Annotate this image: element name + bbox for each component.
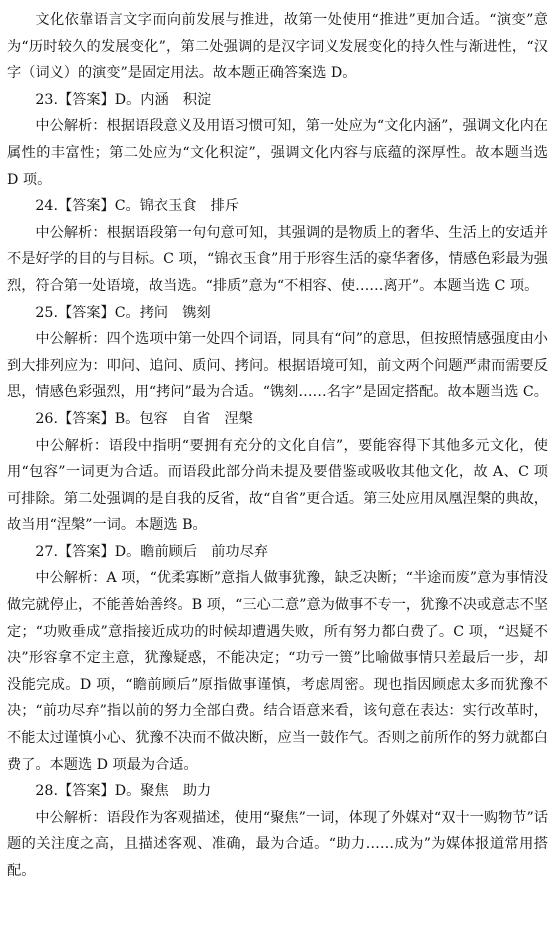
answer-28: 28.【答案】D。聚焦 助力 [35, 783, 212, 800]
explanation-25: 中公解析：四个选项中第一处四个词语，同具有“问”的意思，但按照情感强度由小到大排列应为：叩问、追问、质问、拷问。根据语境可知，前文两个问题严肃而需要反思，情感色彩强烈，用“拷问”最为合适。“镌刻……名字”是固定搭配。故本题当选 C。 [7, 331, 548, 401]
answer-23: 23.【答案】D。内涵 积淀 [35, 91, 212, 108]
explanation-22-continued: 文化依靠语言文字而向前发展与推进，故第一处使用“推进”更加合适。“演变”意为“历时较久的发展变化”，第二处强调的是汉字词义发展变化的持久性与渐进性，“汉字（词义）的演变”是固定用法。故本题正确答案选 D。 [7, 12, 548, 82]
explanation-23: 中公解析：根据语段意义及用语习惯可知，第一处应为“文化内涵”，强调文化内在属性的丰富性；第二处应为“文化积淀”，强调文化内容与底蕴的深厚性。故本题当选 D 项。 [7, 118, 548, 188]
explanation-24: 中公解析：根据语段第一句句意可知，其强调的是物质上的奢华、生活上的安适并不是好学的目的与目标。C 项，“锦衣玉食”用于形容生活的豪华奢侈，情感色彩最为强烈，符合第一处语境，故当选。“排质”意为“不相容、使……离开”。本题当选 C 项。 [7, 224, 548, 294]
answer-27: 27.【答案】D。瞻前顾后 前功尽弃 [35, 543, 268, 560]
explanation-27: 中公解析：A 项，“优柔寡断”意指人做事犹豫，缺乏决断；“半途而废”意为事情没做完就停止，不能善始善终。B 项，“三心二意”意为做事不专一，犹豫不决或意志不坚定；“功败垂成”意指接近成功的时候却遭遇失败，所有努力都白费了。C 项，“迟疑不决”形容拿不定主意，犹豫疑惑，不能决定；“功亏一篑”比喻做事情只差最后一步，却没能完成。D 项，“瞻前顾后”原指做事谨慎，考虑周密。现也指因顾虑太多而犹豫不决；“前功尽弃”指以前的努力全部白费。结合语意来看，该句意在表达：实行改革时，不能太过谨慎小心、犹豫不决而不做决断，应当一鼓作气。否则之前所作的努力就都白费了。本题选 D 项最为合适。 [7, 570, 548, 773]
answer-26: 26.【答案】B。包容 自省 涅槃 [35, 410, 253, 427]
answer-25: 25.【答案】C。拷问 镌刻 [35, 304, 211, 321]
answer-24: 24.【答案】C。锦衣玉食 排斥 [35, 198, 240, 215]
explanation-26: 中公解析：语段中指明“要拥有充分的文化自信”，要能容得下其他多元文化，使用“包容”一词更为合适。而语段此部分尚未提及要借鉴或吸收其他文化，故 A、C 项可排除。第二处强调的是自我的反省，故“自省”更合适。第三处应用凤凰涅槃的典故，故当用“涅槃”一词。本题选 B。 [7, 437, 548, 534]
explanation-28: 中公解析：语段作为客观描述，使用“聚焦”一词，体现了外媒对“双十一购物节”话题的关注度之高，且描述客观、准确，最为合适。“助力……成为”为媒体报道常用搭配。 [7, 809, 548, 879]
